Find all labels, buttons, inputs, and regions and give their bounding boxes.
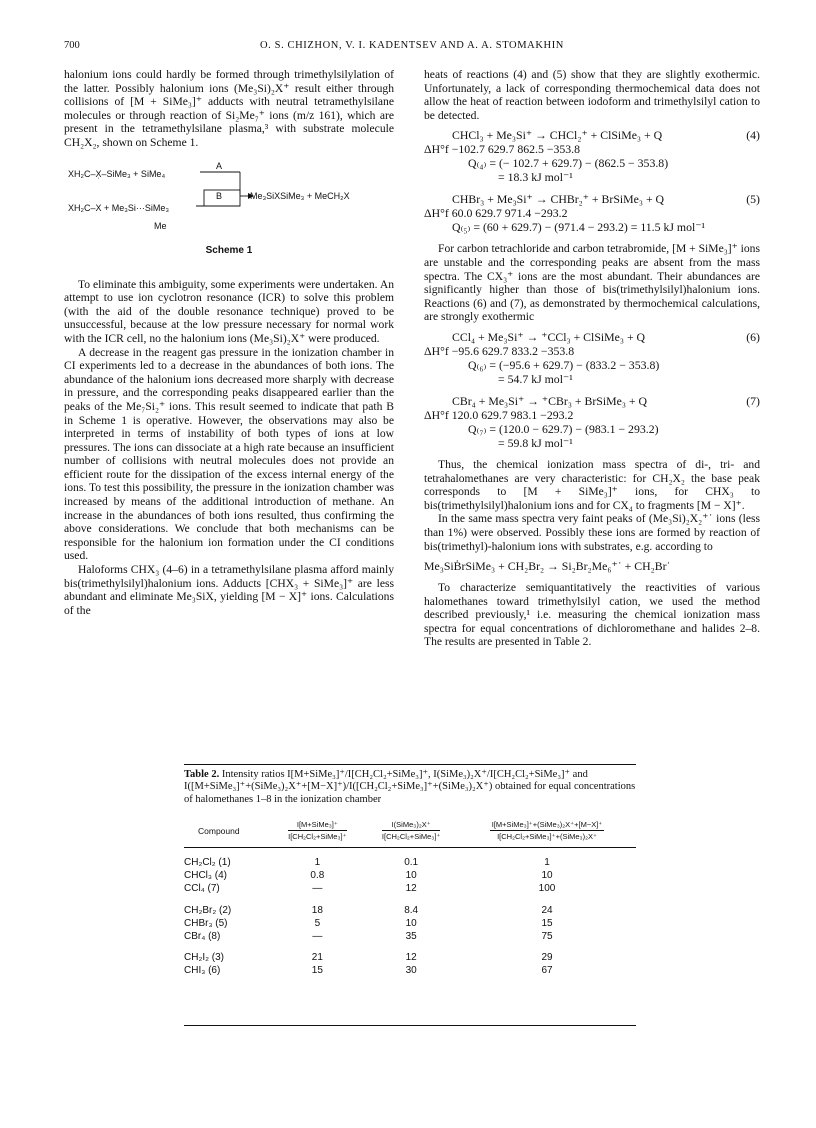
- table-row: [184, 896, 636, 917]
- table-row: [184, 943, 636, 964]
- table-caption-text: Intensity ratios I[M+SiMe₃]⁺/I[CH₂Cl₂+SiMe₃]⁺, I(SiMe₃)₂X⁺/I[CH₂Cl₂+SiMe₃]⁺ and I([M+SiMe₃]⁺+(SiMe₃)₂X⁺+[M−X]⁺)/I([CH₂Cl₂+SiMe₃]⁺+(SiMe₃)₂X⁺) obtained for equal concentrations of halomethanes 1–8 in the ionization chamber: [184, 769, 636, 805]
- column-header-ratio-1: $\frac{\text{I[M+SiMe₃]⁺}}{\text{I[CH₂Cl₂+SiMe₃]⁺}}$: [270, 816, 364, 848]
- paragraph: Haloforms CHX₃ (4–6) in a tetramethylsilane plasma afford mainly bis(trimethylsilyl)halonium ions. Adducts [CHX₃ + SiMe₃]⁺ are less abundant and eliminate Me₃SiX, yielding [M − X]⁺ ions. Calculations of the: [64, 563, 394, 617]
- equation-7: [424, 394, 760, 450]
- value-cell: 0.1: [404, 857, 419, 869]
- compound-cell: CH₂Cl₂ (1): [184, 857, 231, 869]
- paragraph: halonium ions could hardly be formed through trimethylsilylation of the latter. Possibly halonium ions (Me₃Si)₂X⁺ result either through collisions of [M + SiMe₃]⁺ adducts with neutral tetramethylsilane molecules or through reaction of Si₂Me₇⁺ ions (m/z 161), which are present in the tetramethylsilane plasma,³ with substrate molecule CH₂X₂, shown on Scheme 1.: [64, 68, 394, 149]
- equation-line: = 59.8 kJ mol⁻¹: [498, 435, 573, 450]
- value-cell: 24: [541, 904, 553, 916]
- equation-number: (5): [746, 192, 760, 207]
- value-cell: 5: [314, 917, 321, 929]
- value-cell: 12: [405, 952, 417, 964]
- equation-line: Q₍₅₎ = (60 + 629.7) − (971.4 − 293.2) = 11.5 kJ mol⁻¹: [452, 220, 706, 235]
- equation-line: ΔH°f 120.0 629.7 983.1 −293.2: [424, 407, 574, 422]
- value-cell: 15: [311, 965, 323, 977]
- paragraph: heats of reactions (4) and (5) show that they are slightly exothermic. Unfortunately, a lack of corresponding thermochemical data does not allow the heat of reaction between iodoform and trimethylsilyl cation to be detected.: [424, 68, 760, 122]
- value-cell: —: [312, 883, 323, 895]
- scheme-reactant-b: XH₂C–X + Me₃Si···SiMe₃: [68, 202, 170, 213]
- scheme-1: [64, 160, 394, 264]
- compound-cell: CHBr₃ (5): [184, 917, 228, 929]
- paragraph: For carbon tetrachloride and carbon tetrabromide, [M + SiMe₃]⁺ ions are unstable and the corresponding peaks are absent from the mass spectra. The CX₃⁺ ions are the most abundant. Their abundances are significantly higher than those of bis(trimethylsilyl)halonium ions. Reactions (6) and (7), as demonstrated by thermochemical calculations, are strongly exothermic: [424, 242, 760, 324]
- value-cell: 10: [405, 917, 417, 929]
- table-label: Table 2.: [184, 769, 220, 780]
- value-cell: —: [312, 931, 323, 943]
- value-cell: 12: [405, 883, 417, 895]
- right-column: [424, 68, 760, 649]
- equation-line: ΔH°f 60.0 629.7 971.4 −293.2: [424, 206, 568, 221]
- table-bottom-rule: [184, 1025, 636, 1026]
- compound-cell: CH₂I₂ (3): [184, 952, 224, 964]
- equation-8: [424, 559, 760, 573]
- column-header-ratio-2: $\frac{\text{I(SiMe₃)₂X⁺}}{\text{I[CH₂Cl₂+SiMe₃]⁺}}$: [364, 816, 458, 848]
- paragraph: A decrease in the reagent gas pressure in the ionization chamber in CI experiments led to a decrease in the abundances of both ions. The abundance of the halonium ions decreased more sharply with decrease in pressure, and the corresponding peaks disappeared earlier than the peaks of the Me₇Si₂⁺ ions. This result seemed to indicate that path B in Scheme 1 is operative. However, the observations may also be interpreted in terms of instability of both types of ions at low pressures. The ions can dissociate at a high rate because an insufficient number of collisions with neutral molecules does not provide an efficient route for the dissipation of the excess internal energy of the ions. To test this possibility, the pressure in the ionization chamber was increased by means of the additional introduction of methane. An increase in the abundances of both ions resulted, thus confirming the above considerations. We conclude that both mechanisms can be responsible for the halonium ion formation under the CI conditions used.: [64, 345, 394, 563]
- equation-line: Q₍₇₎ = (120.0 − 629.7) − (983.1 − 293.2): [468, 421, 659, 436]
- value-cell: 75: [541, 931, 553, 943]
- equation-line: ΔH°f −95.6 629.7 833.2 −353.8: [424, 343, 575, 358]
- compound-cell: CH₂Br₂ (2): [184, 904, 232, 916]
- compound-cell: CHCl₃ (4): [184, 870, 227, 882]
- equation-number: (6): [746, 329, 760, 344]
- compound-cell: CHI₃ (6): [184, 965, 221, 977]
- path-a-label: A: [216, 160, 223, 171]
- paragraph: To characterize semiquantitatively the reactivities of various halomethanes toward trimethylsilyl cation, we used the method described previously,¹ i.e. measuring the chemical ionization mass spectra for equal concentrations of dichloromethane and halides 2–8. The results are presented in Table 2.: [424, 581, 760, 649]
- value-cell: 67: [541, 965, 553, 977]
- equation-4: [424, 128, 760, 184]
- table-row: [184, 869, 636, 882]
- equation-line: ΔH°f −102.7 629.7 862.5 −353.8: [424, 142, 581, 157]
- equation-line: CHBr₃ + Me₃Si⁺ → CHBr₂⁺ + BrSiMe₃ + Q: [452, 192, 665, 207]
- equation-line: Me₃SiḂrSiMe₃ + CH₂Br₂ → Si₂Br₂Me₆⁺˙ + CH₂Br˙: [424, 559, 671, 574]
- value-cell: 15: [541, 917, 553, 929]
- compound-cell: CCl₄ (7): [184, 883, 220, 895]
- table-row: [184, 964, 636, 977]
- paragraph: Thus, the chemical ionization mass spectra of di-, tri- and tetrahalomethanes are very characteristic: for CH₂X₂ the base peak corresponds to [M + SiMe₃]⁺ ions, for CHX₃ to bis(trimethylsilyl)halonium ions and for CX₄ to fragments [M − X]⁺.: [424, 457, 760, 512]
- equation-line: Q₍₆₎ = (−95.6 + 629.7) − (833.2 − 353.8): [468, 357, 660, 372]
- value-cell: 10: [541, 870, 553, 882]
- equation-line: CBr₄ + Me₃Si⁺ → ⁺CBr₃ + BrSiMe₃ + Q: [452, 393, 648, 408]
- equation-line: = 54.7 kJ mol⁻¹: [498, 371, 573, 386]
- value-cell: 30: [405, 965, 417, 977]
- table-row: [184, 930, 636, 943]
- value-cell: 1: [544, 857, 550, 869]
- column-header-ratio-3: $\frac{\text{I[M+SiMe₃]⁺+(SiMe₃)₂X⁺+[M−X]⁺}}{\text{I[CH₂Cl₂+SiMe₃]⁺+(SiMe₃)₂X⁺}}$: [458, 816, 636, 848]
- value-cell: 29: [541, 952, 553, 964]
- equation-line: Q₍₄₎ = (− 102.7 + 629.7) − (862.5 − 353.8): [468, 156, 669, 171]
- author-line: O. S. CHIZHON, V. I. KADENTSEV AND A. A. STOMAKHIN: [260, 40, 564, 51]
- equation-number: (4): [746, 128, 760, 143]
- running-header: [64, 40, 760, 56]
- path-b-label: B: [216, 190, 223, 201]
- paragraph: To eliminate this ambiguity, some experiments were undertaken. An attempt to use ion cyclotron resonance (ICR) to solve this problem (with the aid of the double resonance technique) proved to be unsuccessful, because at the low pressure necessary for normal work with the ICR cell, no the halonium ions (Me₃Si)₂X⁺ were produced.: [64, 277, 394, 345]
- value-cell: 35: [405, 931, 417, 943]
- equation-line: = 18.3 kJ mol⁻¹: [498, 170, 573, 185]
- equation-number: (7): [746, 393, 760, 408]
- column-header-compound: Compound: [184, 816, 270, 848]
- left-column: [64, 68, 394, 617]
- table-2: [184, 816, 636, 978]
- equation-5: [424, 192, 760, 234]
- table-row: [184, 882, 636, 895]
- equation-line: CCl₄ + Me₃Si⁺ → ⁺CCl₃ + ClSiMe₃ + Q: [452, 329, 646, 344]
- value-cell: 1: [314, 857, 321, 869]
- table-row: [184, 917, 636, 930]
- table-top-rule: [184, 764, 636, 765]
- value-cell: 10: [405, 870, 417, 882]
- value-cell: 18: [311, 904, 323, 916]
- table-header-row: [184, 816, 636, 848]
- table-row: [184, 848, 636, 870]
- scheme-methyl: Me: [154, 220, 167, 231]
- compound-cell: CBr₄ (8): [184, 931, 221, 943]
- value-cell: 8.4: [404, 904, 419, 916]
- value-cell: 21: [311, 952, 323, 964]
- scheme-product: Me₃SiXSiMe₃ + MeCH₂X: [250, 190, 350, 201]
- page-number: 700: [64, 40, 80, 51]
- table-caption: [184, 769, 636, 806]
- scheme-reactant-a: XH₂C–X̣–SiMe₃ + SiMe₄: [68, 168, 166, 179]
- value-cell: 100: [538, 883, 556, 895]
- paragraph: In the same mass spectra very faint peaks of (Me₃Si)₂X₂⁺˙ ions (less than 1%) were observed. Possibly these ions are formed by reaction of bis(trimethyl)-halonium ions with substrates, e.g. according to: [424, 512, 760, 553]
- equation-6: [424, 330, 760, 386]
- equation-line: CHCl₃ + Me₃Si⁺ → CHCl₂⁺ + ClSiMe₃ + Q: [452, 128, 663, 143]
- scheme-caption: Scheme 1: [205, 244, 253, 256]
- value-cell: 0.8: [310, 870, 325, 882]
